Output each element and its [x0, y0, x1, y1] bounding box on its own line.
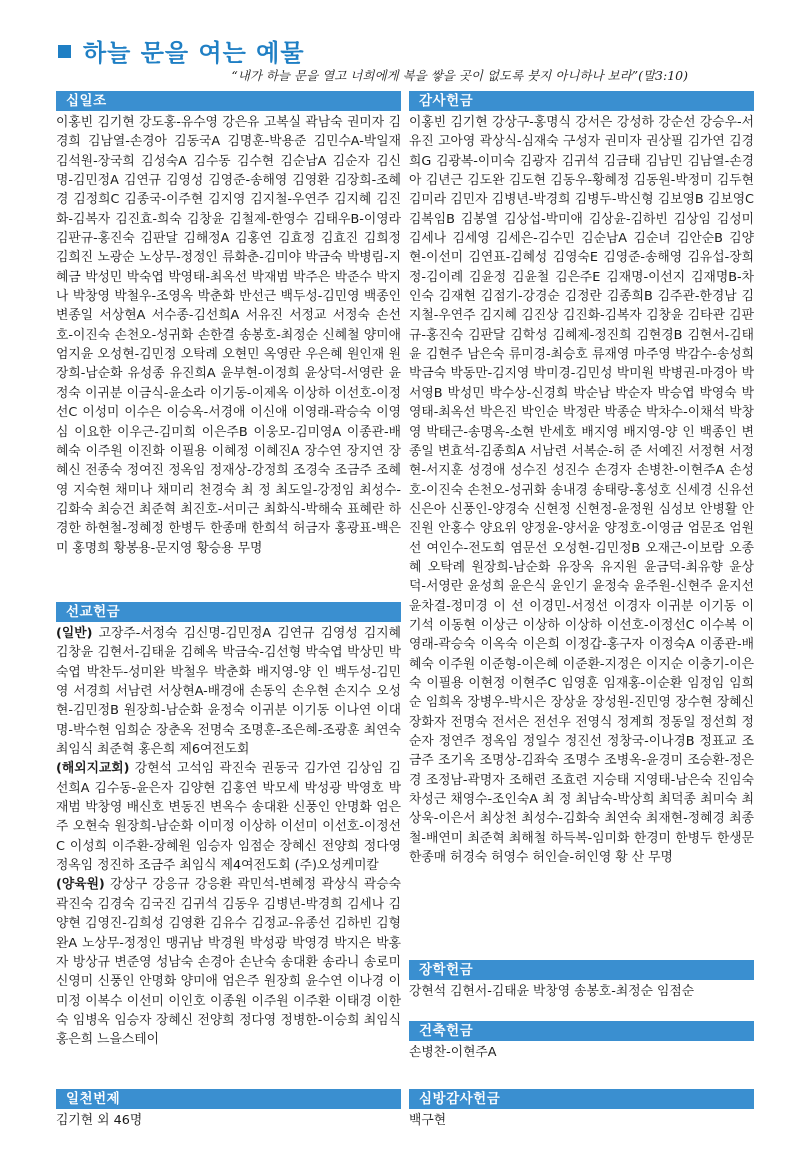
section-body-tithe: 이홍빈 김기현 강도홍-유수영 강은유 고복실 곽남숙 권미자 김경희 김남열-손경아 김동국A 김명훈-박용준 김민수A-박일재 김석원-장국희 김성숙A 김수동 김수현 김순남A 김순자 김신명-김민정A 김연규 김영성 김영준-송해영 김영환 김장희-조혜경 김정희C 김종국-이주현 김지영 김지철-우연주 김지혜 김진화-김복자 김진효-희숙 김창윤 김철제-한영수 김태우B-이영라 김판규-홍진숙 김판달 김해정A 김홍연 김효정 김효진 김희정 김희진 노광순 노상무-정정인 류화춘-김미야 박금숙 박병림-지혜금 박성민 박숙엽 박영태-최옥선 박재범 박주은 박준수 박지나 박창영 박철우-조영옥 박춘화 반선근 백두성-김민영 백종인 변종일 서상현A 서수종-김선희A 서유진 서정교 서정숙 손선호-이진숙 손천오-성귀화 손한결 송봉호-최정순 신혜철 양미애 엄지윤 오성현-김민정 오탁례 오현민 옥영란 우은혜 원인재 원장희-남순화 유성종 유진희A 윤부현-이정희 윤상덕-서영란 윤정숙 이귀분 이금식-윤소라 이기동-이제옥 이상하 이선호-이정선C 이성미 이수은 이승옥-서경애 이신애 이영래-곽승숙 이영심 이요한 이우근-김미희 이은주B 이웅모-김미영A 이종관-배혜숙 이주원 이진화 이필용 이혜정 이혜진A 장수연 장지연 장혜신 전종숙 정여진 정옥임 정재상-강정희 조경숙 조금주 조혜영 지숙현 채미나 채미리 천경숙 최 정 최도일-강정임 최성수-김화숙 최승건 최준혁 최진호-서미근 최화식-박해숙 표혜란 하경한 하현철-정혜정 한병두 한종매 한희석 허금자 홍광표-백은미 홍명희 황봉용-문지영 황승용 무명: [56, 115, 401, 556]
mission-general-text: 고장주-서정숙 김신명-김민정A 김연규 김영성 김지혜 김창윤 김현서-김태윤 김혜옥 박금숙-김선형 박숙엽 박상민 박숙엽 박찬두-성미완 박철우 박춘화 배지영-양 인 백두성-김민영 서경희 서남련 서상현A-배경애 손동익 손우현 손지수 오성현-김민정B 원장희-남순화 윤정숙 이귀분 이기동 이나연 이대명-박수현 임희순 장춘옥 전명숙 조명훈-조은혜-조광훈 최연숙 최임식 최준혁 홍은희 제6여전도회: [56, 626, 401, 758]
mission-general-paragraph: [56, 624, 401, 759]
section-thanks: [409, 91, 754, 867]
section-first-sunday: [56, 1089, 401, 1130]
mission-overseas-paragraph: [56, 759, 401, 875]
mission-orphanage-paragraph: [56, 875, 401, 1049]
mission-general-label: (일반): [56, 626, 93, 641]
section-tithe: [56, 91, 401, 558]
section-title-mission: 선교헌금: [56, 602, 401, 622]
section-title-visit-thanks: 심방감사헌금: [409, 1089, 754, 1109]
scripture-verse: “내가 하늘 문을 열고 너희에게 복을 쌓을 곳이 없도록 붓지 아니하나 보라”(말3:10): [231, 68, 688, 83]
section-title-thanks: 감사헌금: [409, 91, 754, 111]
page-header: [58, 33, 305, 67]
blue-square-bullet-icon: [58, 45, 71, 58]
section-visit-thanks: [409, 1089, 754, 1130]
section-body-mission: [56, 622, 401, 1050]
section-body-scholarship: 강현석 김현서-김태윤 박창영 송봉호-최정순 임점순: [409, 984, 695, 999]
page-title: 하늘 문을 여는 예물: [83, 38, 305, 67]
section-body-building: 손병찬-이현주A: [409, 1045, 497, 1060]
section-title-first-sunday: 일천번제: [56, 1089, 401, 1109]
section-body-visit-thanks: 백구현: [409, 1113, 447, 1128]
section-building: [409, 1021, 754, 1062]
section-body-first-sunday: 김기현 외 46명: [56, 1113, 143, 1128]
mission-overseas-label: (해외지교회): [56, 761, 130, 777]
section-title-building: 건축헌금: [409, 1021, 754, 1041]
mission-overseas-text: 강현석 고석임 곽진숙 권동국 김가연 김상임 김선희A 김수동-윤은자 김양현 김홍연 박모세 박성광 박영호 박재범 박창영 배신호 변동진 변옥수 송대환 신풍인 안명화 엄은주 오현숙 원장희-남순화 이미정 이상하 이선미 이선호-이정선C 이성희 이주환-장혜원 임승자 임점순 장혜신 전양희 정다영 정옥임 정진하 조금주 최임식 제4여전도회 (주)오성케미칼: [56, 761, 401, 874]
section-body-thanks: 이홍빈 김기현 강상구-홍명식 강서은 강성하 강순선 강승우-서유진 고아영 곽상식-심재숙 구성자 권미자 권상필 김가연 김경희G 김광복-이미숙 김광자 김귀석 김금태 김남민 김남열-손경아 김년근 김도완 김도현 김동우-황혜정 김동원-박정미 김두현 김미라 김민자 김병년-박경희 김병두-박신형 김보영B 김보영C 김복임B 김봉열 김상섭-박미애 김상윤-김하빈 김상임 김성미 김세나 김세영 김세은-김수민 김순남A 김순녀 김안순B 김양현-이선미 김연표-김혜성 김영숙E 김영준-송해영 김유섭-장희정-김이례 김윤정 김윤철 김은주E 김재명-이선지 김재명B-차인숙 김재현 김점기-강경순 김정란 김종희B 김주관-한경남 김지철-우연주 김지혜 김진상 김진화-김복자 김창윤 김타관 김판규-홍진숙 김판달 김학성 김혜제-정진희 김현경B 김현서-김태윤 김현주 남은숙 류미경-최승호 류재영 마주영 박감수-송성희 박금숙 박동만-김지영 박미경-김민성 박미원 박병권-마경아 박서영B 박성민 박수상-신경희 박순남 박순자 박승엽 박영숙 박영태-최옥선 박은진 박인순 박정란 박종순 박차수-이채석 박창영 박태근-송명옥-소현 반세호 배지영 배지영-양 인 백종인 변종일 변효석-김종희A 서남련 서복순-허 준 서예진 서정현 서정현-서지훈 성경애 성수진 성진수 손경자 손병찬-이현주A 손성호-이진숙 손천오-성귀화 송내경 송태랑-홍성호 신세경 신유선 신은아 신풍인-양경숙 신현정 신현정-윤정원 심성보 안병활 안진원 안홍수 양요위 양정윤-양서윤 양정호-이영금 엄문조 엄원선 여인수-전도희 염문선 오성현-김민정B 오재근-이보람 오종혜 오탁례 원장희-남순화 유장옥 유지원 윤금덕-최유향 윤상덕-서영란 윤성희 윤은식 윤인기 윤정숙 윤주원-신현주 윤지선 윤차결-정미경 이 선 이경민-서정선 이경자 이귀분 이기동 이기석 이동현 이상근 이상하 이상하 이선호-이정선C 이수복 이영래-곽승숙 이옥숙 이은희 이정갑-홍구자 이정숙A 이종관-배혜숙 이주원 이준형-이은혜 이준환-지정은 이지순 이충기-이은숙 이필용 이현정 이현주C 임영훈 임재홍-이순환 임정임 임희순 임희옥 장병우-박시은 장상윤 장성원-진민영 장수현 장혜신 장화자 전명숙 전서은 전선우 전영식 정계희 정동일 정선희 정순자 정연주 정옥임 정일수 정진선 정창국-이나경B 정표교 조금주 조기옥 조명상-김좌숙 조명수 조병옥-윤경미 조승환-정은경 조정남-곽명자 조해련 조효련 지승태 지영태-남은숙 진임숙 차성근 채영수-조인숙A 최 정 최남숙-박상희 최덕종 최미숙 최상욱-이은서 최상천 최성수-김화숙 최연숙 최재현-정혜경 최종철-배연미 최준혁 최해철 하득복-임미화 한경미 한병두 한생문 한종매 허경숙 허영수 허인슬-허인영 황 산 무명: [409, 115, 754, 866]
mission-orphanage-label: (양육원): [56, 877, 105, 893]
section-title-tithe: 십일조: [56, 91, 401, 111]
mission-orphanage-text: 강상구 강응규 강응환 곽민석-변혜정 곽상식 곽승숙 곽진숙 김경숙 김국진 김귀석 김동우 김병년-박경희 김세나 김양현 김영진-김희성 김영환 김유수 김정교-유종선 김하빈 김형완A 노상무-정정인 맹귀남 박경원 박성광 박영경 박지은 박홍자 방상규 변준영 성남숙 손경아 손난숙 송대환 송라니 송로미 신영미 신풍인 안명화 양미애 엄은주 원장희 윤수연 이나경 이미정 이복수 이선미 이인호 이종원 이주원 이주환 이태경 이한숙 임병옥 임승자 장혜신 전양희 정다영 정병한-이승희 최임식 홍은희 느을스테이: [56, 877, 401, 1048]
section-title-scholarship: 장학헌금: [409, 960, 754, 980]
section-mission: [56, 602, 401, 1050]
section-scholarship: [409, 960, 754, 1001]
